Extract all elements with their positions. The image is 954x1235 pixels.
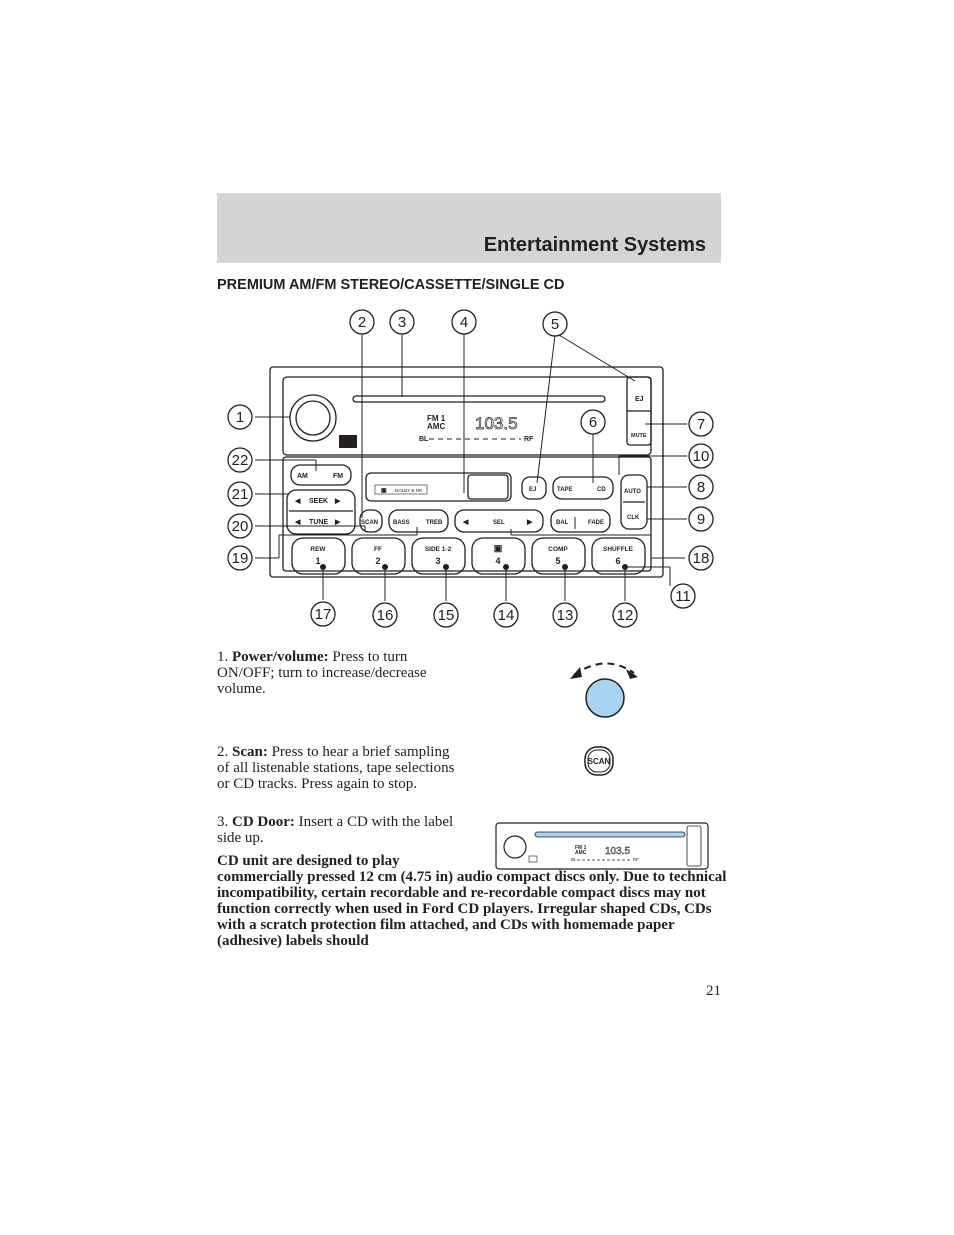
scan-icon-label: SCAN — [587, 757, 611, 766]
bal-label: BAL — [556, 520, 569, 526]
preset-5-num: 5 — [555, 556, 561, 566]
callout-19: 19 — [231, 550, 249, 567]
preset-1-top: REW — [310, 546, 326, 553]
callout-4: 4 — [459, 314, 469, 331]
power-knob-icon — [560, 655, 650, 725]
callout-11: 11 — [675, 588, 691, 605]
cd-illus-frequency: 103.5 — [605, 846, 631, 857]
tape-ej-label: EJ — [529, 487, 537, 493]
dolby-label: DOLBY B NR — [395, 488, 423, 493]
sel-label: SEL — [493, 520, 505, 526]
item-3-term: CD Door: — [232, 814, 295, 830]
cd-illus-band: FM 1 — [575, 845, 587, 851]
item-2-term: Scan: — [232, 744, 268, 760]
radio-display — [419, 414, 534, 443]
bass-label: BASS — [393, 520, 410, 526]
svg-text:▶: ▶ — [527, 519, 533, 526]
display-band: FM 1 — [427, 414, 446, 423]
clk-label: CLK — [627, 515, 640, 521]
callout-6: 6 — [588, 414, 598, 431]
display-bl: BL — [419, 436, 429, 443]
svg-text:◀: ◀ — [295, 498, 301, 505]
item-1-term: Power/volume: — [232, 649, 329, 665]
callout-15: 15 — [437, 607, 455, 624]
callout-7: 7 — [696, 416, 706, 433]
scan-label: SCAN — [361, 520, 379, 526]
mute-label: MUTE — [631, 433, 647, 439]
fm-label: FM — [333, 473, 344, 480]
seek-label: SEEK — [309, 498, 329, 505]
header-band — [217, 193, 721, 263]
callout-2: 2 — [357, 314, 367, 331]
callout-9: 9 — [696, 511, 706, 528]
callout-12: 12 — [616, 607, 634, 624]
item-2-text: Press to hear a brief sampling of all listenable stations, tape selections or CD tracks. Press again to stop. — [217, 744, 455, 792]
am-label: AM — [297, 473, 308, 480]
dolby-preset-icon: ▣ — [493, 543, 503, 553]
callout-5: 5 — [550, 316, 560, 333]
callout-16: 16 — [376, 607, 394, 624]
svg-text:▶: ▶ — [335, 498, 341, 505]
cd-note: CD unit are designed to play commercially pressed 12 cm (4.75 in) audio compact discs only. Due to technical incompatibility, certain recordable and re-recordable compact discs may not function correctly when used in Ford CD players. Irregular shaped CDs, CDs with a scratch protection film attached, and CDs with homemade paper (adhesive) labels should — [217, 853, 727, 949]
callout-10: 10 — [692, 448, 710, 465]
page-title: Entertainment Systems — [483, 234, 706, 256]
callout-21: 21 — [231, 486, 249, 503]
preset-2-top: FF — [374, 546, 382, 553]
svg-text:▶: ▶ — [335, 519, 341, 526]
item-cd-door: 3. CD Door: Insert a CD with the label side up. — [217, 814, 454, 846]
preset-6-num: 6 — [615, 556, 621, 566]
scan-button-icon — [583, 745, 615, 777]
callout-14: 14 — [497, 607, 515, 624]
preset-3-num: 3 — [435, 556, 441, 566]
callout-8: 8 — [696, 479, 706, 496]
callout-22: 22 — [231, 452, 249, 469]
callout-13: 13 — [556, 607, 574, 624]
display-rf: RF — [524, 436, 534, 443]
display-frequency: 103.5 — [475, 414, 518, 433]
callout-20: 20 — [231, 518, 249, 535]
preset-6-top: SHUFFLE — [603, 546, 633, 553]
preset-2-num: 2 — [375, 556, 381, 566]
item-power-volume: 1. Power/volume: Press to turn ON/OFF; turn to increase/decrease volume. — [217, 649, 427, 697]
section-title: PREMIUM AM/FM STEREO/CASSETTE/SINGLE CD — [217, 277, 565, 293]
callout-17: 17 — [314, 606, 332, 623]
svg-text:◀: ◀ — [295, 519, 301, 526]
preset-3-top: SIDE 1-2 — [424, 546, 452, 553]
preset-4-num: 4 — [495, 556, 501, 566]
cd-illus-bl: BL — [571, 857, 577, 862]
cd-illus-rf: RF — [633, 857, 639, 862]
tape-label: TAPE — [557, 487, 573, 493]
auto-label: AUTO — [624, 489, 641, 495]
treb-label: TREB — [426, 520, 443, 526]
page-number: 21 — [706, 983, 721, 999]
cd-illus-amc: AMC — [575, 850, 587, 856]
svg-text:◀: ◀ — [463, 519, 469, 526]
display-amc: AMC — [427, 422, 446, 431]
callout-1: 1 — [235, 409, 245, 426]
callout-3: 3 — [397, 314, 407, 331]
item-scan: 2. Scan: Press to hear a brief sampling of all listenable stations, tape selections or CD tracks. Press again to stop. — [217, 744, 455, 792]
compact-disc-logo-icon — [339, 435, 357, 448]
item-1-text: Press to turn ON/OFF; turn to increase/decrease volume. — [217, 649, 427, 697]
tune-label: TUNE — [309, 519, 329, 526]
fade-label: FADE — [588, 520, 605, 526]
preset-1-num: 1 — [315, 556, 321, 566]
item-3-text: Insert a CD with the label side up. — [217, 814, 454, 846]
callout-18: 18 — [692, 550, 710, 567]
preset-5-top: COMP — [548, 546, 568, 553]
radio-diagram — [215, 305, 725, 635]
cd-label: CD — [597, 487, 606, 493]
dolby-icon: ▣ — [381, 488, 387, 494]
ej-label: EJ — [635, 396, 644, 403]
